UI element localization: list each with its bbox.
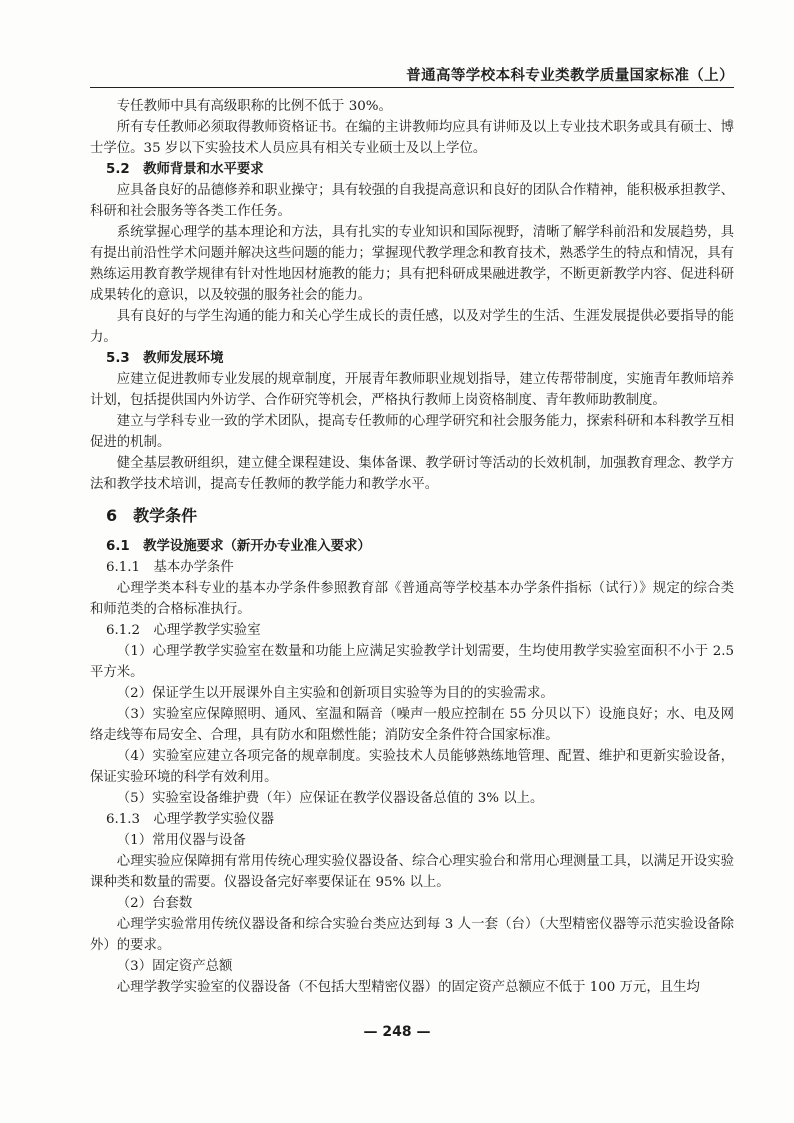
- paragraph: （5）实验室设备维护费（年）应保证在教学仪器设备总值的 3% 以上。: [116, 791, 544, 806]
- sub-subsection-heading: 6.1.2 心理学教学实验室: [106, 623, 261, 638]
- sub-subsection-heading: 6.1.3 心理学教学实验仪器: [106, 812, 274, 827]
- paragraph: 系统掌握心理学的基本理论和方法，具有扎实的专业知识和国际视野，清晰了解学科前沿和发展趋势，具有提出前沿性学术问题并解决这些问题的能力；掌握现代教学理念和教育技术，熟悉学生的特点和情况，具有熟练运用教育教学规律有针对性地因材施教的能力；具有把科研成果融进教学，不断更新教学内容、促进科研成果转化的意识，以及较强的服务社会的能力。: [90, 225, 734, 303]
- paragraph: （2）保证学生以开展课外自主实验和创新项目实验等为目的的实验需求。: [116, 686, 554, 701]
- subsection-heading: 5.3 教师发展环境: [106, 351, 224, 366]
- paragraph: 所有专任教师必须取得教师资格证书。在编的主讲教师均应具有讲师及以上专业技术职务或具有硕士、博士学位。35 岁以下实验技术人员应具有相关专业硕士及以上学位。: [90, 120, 734, 156]
- paragraph: （3）固定资产总额: [116, 959, 233, 974]
- paragraph: 专任教师中具有高级职称的比例不低于 30%。: [116, 99, 392, 114]
- header-rule: [90, 87, 734, 88]
- paragraph: （3）实验室应保障照明、通风、室温和隔音（噪声一般应控制在 55 分贝以下）设施良好；水、电及网络走线等布局安全、合理，具有防水和阻燃性能；消防安全条件符合国家标准。: [90, 707, 734, 743]
- subsection-heading: 5.2 教师背景和水平要求: [106, 162, 264, 177]
- paragraph: 心理学类本科专业的基本办学条件参照教育部《普通高等学校基本办学条件指标（试行）》规定的综合类和师范类的合格标准执行。: [90, 581, 734, 617]
- paragraph: （1）常用仪器与设备: [116, 833, 246, 848]
- paragraph: 健全基层教研组织，建立健全课程建设、集体备课、教学研讨等活动的长效机制，加强教育理念、教学方法和教学技术培训，提高专任教师的教学能力和教学水平。: [90, 456, 734, 492]
- paragraph: 应具备良好的品德修养和职业操守；具有较强的自我提高意识和良好的团队合作精神，能积极承担教学、科研和社会服务等各类工作任务。: [90, 183, 734, 219]
- running-header: 普通高等学校本科专业类教学质量国家标准（上）: [406, 68, 734, 84]
- subsection-heading: 6.1 教学设施要求（新开办专业准入要求）: [106, 539, 371, 554]
- page-number: — 248 —: [363, 1024, 431, 1040]
- sub-subsection-heading: 6.1.1 基本办学条件: [106, 560, 234, 575]
- paragraph: 应建立促进教师专业发展的规章制度，开展青年教师职业规划指导，建立传帮带制度，实施青年教师培养计划，包括提供国内外访学、合作研究等机会，严格执行教师上岗资格制度、青年教师助教制度。: [90, 372, 734, 408]
- paragraph: （1）心理学教学实验室在数量和功能上应满足实验教学计划需要，生均使用教学实验室面积不小于 2.5 平方米。: [90, 644, 734, 680]
- section-heading: 6 教学条件: [106, 506, 198, 525]
- paragraph: 心理学实验常用传统仪器设备和综合实验台类应达到每 3 人一套（台）（大型精密仪器等示范实验设备除外）的要求。: [90, 917, 734, 953]
- document-body: [90, 96, 734, 998]
- paragraph: 具有良好的与学生沟通的能力和关心学生成长的责任感，以及对学生的生活、生涯发展提供必要指导的能力。: [90, 309, 734, 345]
- paragraph: 心理学教学实验室的仪器设备（不包括大型精密仪器）的固定资产总额应不低于 100 万元，且生均: [116, 980, 700, 995]
- paragraph: （2）台套数: [116, 896, 193, 911]
- paragraph: （4）实验室应建立各项完备的规章制度。实验技术人员能够熟练地管理、配置、维护和更新实验设备，保证实验环境的科学有效利用。: [90, 749, 734, 785]
- paragraph: 心理实验应保障拥有常用传统心理实验仪器设备、综合心理实验台和常用心理测量工具，以满足开设实验课种类和数量的需要。仪器设备完好率要保证在 95% 以上。: [90, 854, 734, 890]
- paragraph: 建立与学科专业一致的学术团队，提高专任教师的心理学研究和社会服务能力，探索科研和本科教学互相促进的机制。: [90, 414, 734, 450]
